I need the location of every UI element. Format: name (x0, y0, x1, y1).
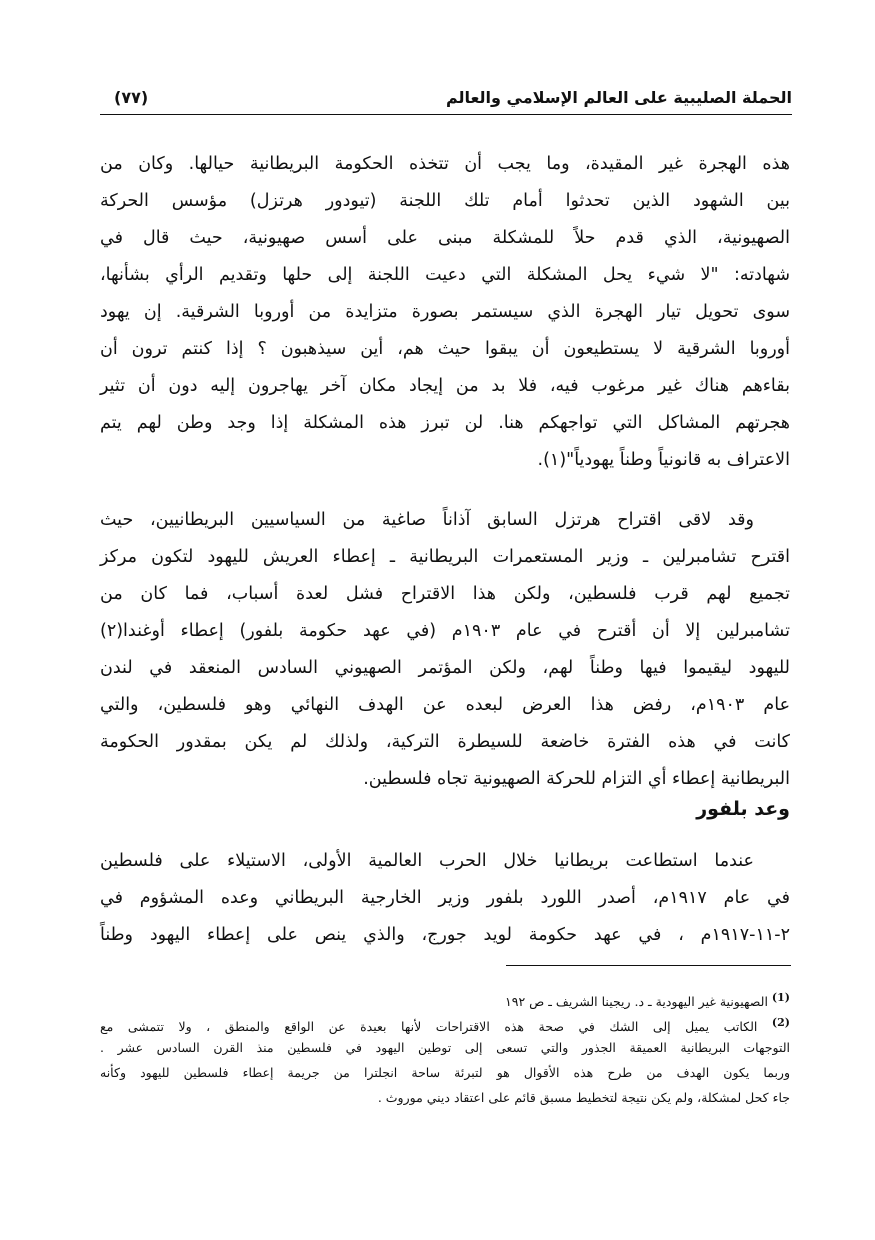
text-line: شهادته: "لا شيء يحل المشكلة التي دعيت اللجنة إلى حلها وتقديم الرأي بشأنها، (100, 265, 790, 285)
page-number: (٧٧) (114, 88, 149, 107)
text-line: كانت في هذه الفترة خاضعة للسيطرة التركية، ولذلك لم يكن بمقدور الحكومة (100, 732, 790, 752)
section-heading: وعد بلفور (696, 798, 790, 820)
text-line: بقاءهم هناك غير مرغوب فيه، فلا بد من إيجاد مكان آخر يهاجرون إليه دون أن تثير (100, 376, 790, 396)
text-line: البريطانية إعطاء أي التزام للحركة الصهيونية تجاه فلسطين. (363, 769, 790, 789)
paragraph-2 (100, 502, 790, 798)
book-title: الحملة الصليبية على العالم الإسلامي والعالم (445, 88, 792, 107)
text-line: لليهود ليقيموا فيها وطناً لهم، ولكن المؤتمر الصهيوني السادس المنعقد في لندن (100, 658, 790, 678)
footnotes (100, 985, 790, 1110)
text-line: تشامبرلين إلا أن أقترح في عام ١٩٠٣م (في عهد حكومة بلفور) إعطاء أوغندا(٢) (100, 621, 790, 641)
footnote-line: وربما يكون الهدف من طرح هذه الأقوال هو لتبرئة ساحة انجلترا من جريمة إعطاء فلسطين لليهود وكأنه (100, 1065, 790, 1080)
text-line: أوروبا الشرقية لا يستطيعون أن يبقوا حيث هم، أين سيذهبون ؟ إذا كنتم ترون أن (100, 339, 790, 359)
footnote-line: التوجهات البريطانية العميقة الجذور والتي تسعى إلى توطين اليهود في فلسطين منذ القرن السادس عشر . (100, 1040, 790, 1055)
running-header (100, 86, 792, 115)
footnote-2 (100, 1010, 790, 1035)
text-line: وقد لاقى اقتراح هرتزل السابق آذاناً صاغية من السياسيين البريطانيين، حيث (100, 510, 754, 530)
footnote-marker: (2) (771, 1016, 790, 1029)
text-line: عام ١٩٠٣م، رفض هذا العرض لبعده عن الهدف النهائي وهو فلسطين، والتي (100, 695, 791, 715)
text-line: هذه الهجرة غير المقيدة، وما يجب أن تتخذه الحكومة البريطانية حيالها. وكان من (100, 154, 790, 174)
footnote-text: الكاتب يميل إلى الشك في صحة هذه الاقتراحات لأنها بعيدة عن الواقع والمنطق ، ولا تتمشى مع (100, 1019, 758, 1035)
footnote-separator (506, 965, 791, 966)
text-line: في عام ١٩١٧م، أصدر اللورد بلفور وزير الخارجية البريطاني وعده المشؤوم في (100, 888, 790, 908)
footnote-text: الصهيونية غير اليهودية ـ د. ريجينا الشريف ـ ص ١٩٢ (505, 994, 768, 1010)
text-line: اقترح تشامبرلين ـ وزير المستعمرات البريطانية ـ إعطاء العريش لليهود لتكون مركز (100, 547, 790, 567)
text-line: الصهيونية، الذي قدم حلاً للمشكلة مبنى على أسس صهيونية، حيث قال في (100, 228, 790, 248)
text-line: الاعتراف به قانونياً وطناً يهودياً"(١). (537, 450, 790, 470)
text-line: بين الشهود الذين تحدثوا أمام تلك اللجنة (تيودور هرتزل) مؤسس الحركة (100, 191, 790, 211)
footnote-line: جاء كحل لمشكلة، ولم يكن نتيجة لتخطيط مسبق قائم على اعتقاد ديني موروث . (377, 1090, 790, 1105)
paragraph-3 (100, 843, 790, 954)
text-line: تجميع لهم قرب فلسطين، ولكن هذا الاقتراح فشل لعدة أسباب، فما كان من (100, 584, 790, 604)
text-line: ٢-١١-١٩١٧م ، في عهد حكومة لويد جورج، والذي ينص على إعطاء اليهود وطناً (100, 925, 790, 945)
text-line: عندما استطاعت بريطانيا خلال الحرب العالمية الأولى، الاستيلاء على فلسطين (100, 851, 754, 871)
footnote-1 (100, 985, 790, 1010)
footnote-marker: (1) (771, 991, 790, 1004)
text-line: سوى تحويل تيار الهجرة الذي سيستمر بصورة متزايدة من أوروبا الشرقية. إن يهود (100, 302, 790, 322)
text-line: هجرتهم المشاكل التي تواجهكم هنا. لن تبرز هذه المشكلة إذا وجد وطن لهم يتم (100, 413, 790, 433)
paragraph-1 (100, 146, 790, 479)
